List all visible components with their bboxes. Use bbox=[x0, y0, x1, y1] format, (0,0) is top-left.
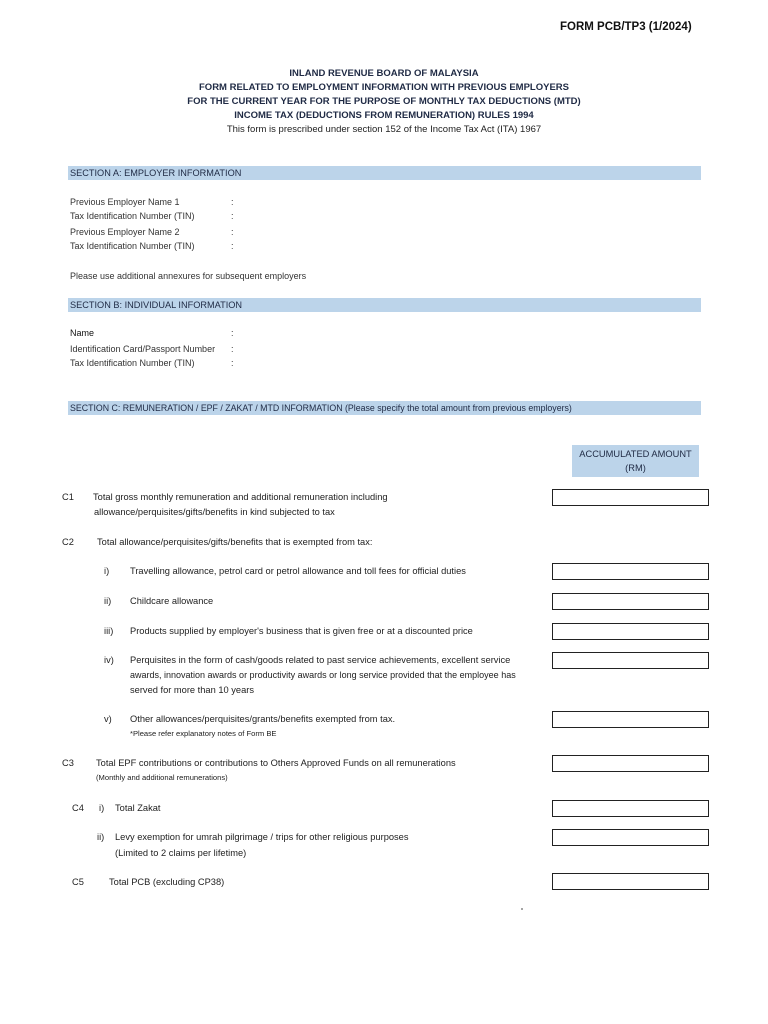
header-purpose: FOR THE CURRENT YEAR FOR THE PURPOSE OF MONTHLY TAX DEDUCTIONS (MTD) bbox=[187, 96, 581, 107]
c3-note: (Monthly and additional remunerations) bbox=[96, 773, 228, 782]
c2-code: C2 bbox=[62, 537, 74, 547]
colon: : bbox=[231, 211, 234, 221]
additional-annexures-note: Please use additional annexures for subsequent employers bbox=[70, 271, 307, 281]
c2-iv-text-line3: served for more than 10 years bbox=[130, 685, 255, 695]
form-number: FORM PCB/TP3 (1/2024) bbox=[560, 21, 692, 33]
c2-v-amount-field[interactable] bbox=[552, 711, 709, 728]
c2-iv-amount-field[interactable] bbox=[552, 652, 709, 669]
accumulated-amount-label: ACCUMULATED AMOUNT bbox=[579, 449, 692, 459]
c2-ii-text: Childcare allowance bbox=[130, 596, 214, 606]
c2-iii-num: iii) bbox=[104, 626, 114, 636]
header-authority: INLAND REVENUE BOARD OF MALAYSIA bbox=[289, 68, 479, 79]
section-b-title: SECTION B: INDIVIDUAL INFORMATION bbox=[68, 298, 701, 312]
c5-text: Total PCB (excluding CP38) bbox=[109, 877, 225, 887]
c2-i-num: i) bbox=[104, 566, 110, 576]
header-form-title: FORM RELATED TO EMPLOYMENT INFORMATION WITH PREVIOUS EMPLOYERS bbox=[199, 82, 569, 93]
c3-amount-field[interactable] bbox=[552, 755, 709, 772]
c4-i-num: i) bbox=[99, 803, 105, 813]
accumulated-amount-unit: (RM) bbox=[625, 463, 646, 473]
c1-text-line1: Total gross monthly remuneration and additional remuneration including bbox=[93, 492, 388, 502]
c2-v-num: v) bbox=[104, 714, 112, 724]
c4-ii-num: ii) bbox=[97, 832, 105, 842]
colon: : bbox=[231, 227, 234, 237]
colon: : bbox=[231, 241, 234, 251]
c3-code: C3 bbox=[62, 758, 74, 768]
employer-2-tin-label: Tax Identification Number (TIN) bbox=[70, 241, 195, 251]
c2-text: Total allowance/perquisites/gifts/benefits that is exempted from tax: bbox=[97, 537, 373, 547]
colon: : bbox=[231, 344, 234, 354]
stray-dot bbox=[521, 908, 523, 910]
c2-ii-amount-field[interactable] bbox=[552, 593, 709, 610]
c3-text: Total EPF contributions or contributions to Others Approved Funds on all remunerations bbox=[96, 758, 456, 768]
name-label: Name bbox=[70, 328, 95, 338]
c4-ii-text-line2: (Limited to 2 claims per lifetime) bbox=[115, 848, 247, 858]
c2-iii-text: Products supplied by employer's business that is given free or at a discounted price bbox=[130, 626, 473, 636]
c4-i-amount-field[interactable] bbox=[552, 800, 709, 817]
c1-amount-field[interactable] bbox=[552, 489, 709, 506]
c2-i-amount-field[interactable] bbox=[552, 563, 709, 580]
c5-code: C5 bbox=[72, 877, 84, 887]
c2-i-text: Travelling allowance, petrol card or petrol allowance and toll fees for official duties bbox=[130, 566, 466, 576]
c2-ii-num: ii) bbox=[104, 596, 112, 606]
employer-1-tin-label: Tax Identification Number (TIN) bbox=[70, 211, 195, 221]
colon: : bbox=[231, 197, 234, 207]
c2-iv-num: iv) bbox=[104, 655, 114, 665]
header-prescribed-note: This form is prescribed under section 152 of the Income Tax Act (ITA) 1967 bbox=[226, 124, 542, 135]
c4-i-text: Total Zakat bbox=[115, 803, 161, 813]
employer-name-2-label: Previous Employer Name 2 bbox=[70, 227, 180, 237]
ic-passport-label: Identification Card/Passport Number bbox=[70, 344, 216, 354]
individual-tin-label: Tax Identification Number (TIN) bbox=[70, 358, 195, 368]
c2-iv-text-line1: Perquisites in the form of cash/goods related to past service achievements, excellent service bbox=[130, 655, 511, 665]
c4-ii-amount-field[interactable] bbox=[552, 829, 709, 846]
c2-iv-text-line2: awards, innovation awards or productivity awards or long service provided that the employee has bbox=[130, 670, 516, 680]
section-a-title: SECTION A: EMPLOYER INFORMATION bbox=[68, 166, 701, 180]
header-rules: INCOME TAX (DEDUCTIONS FROM REMUNERATION) RULES 1994 bbox=[234, 110, 534, 121]
c4-ii-text-line1: Levy exemption for umrah pilgrimage / trips for other religious purposes bbox=[115, 832, 409, 842]
c1-text-line2: allowance/perquisites/gifts/benefits in kind subjected to tax bbox=[94, 507, 335, 517]
section-c-title: SECTION C: REMUNERATION / EPF / ZAKAT / MTD INFORMATION (Please specify the total amount from previous employers) bbox=[68, 401, 701, 415]
c4-code: C4 bbox=[72, 803, 84, 813]
colon: : bbox=[231, 358, 234, 368]
c2-iii-amount-field[interactable] bbox=[552, 623, 709, 640]
c1-code: C1 bbox=[62, 492, 74, 502]
c5-amount-field[interactable] bbox=[552, 873, 709, 890]
c2-v-note: *Please refer explanatory notes of Form BE bbox=[130, 729, 277, 738]
accumulated-amount-header bbox=[572, 445, 699, 477]
colon: : bbox=[231, 328, 234, 338]
employer-name-1-label: Previous Employer Name 1 bbox=[70, 197, 180, 207]
c2-v-text: Other allowances/perquisites/grants/benefits exempted from tax. bbox=[130, 714, 396, 724]
